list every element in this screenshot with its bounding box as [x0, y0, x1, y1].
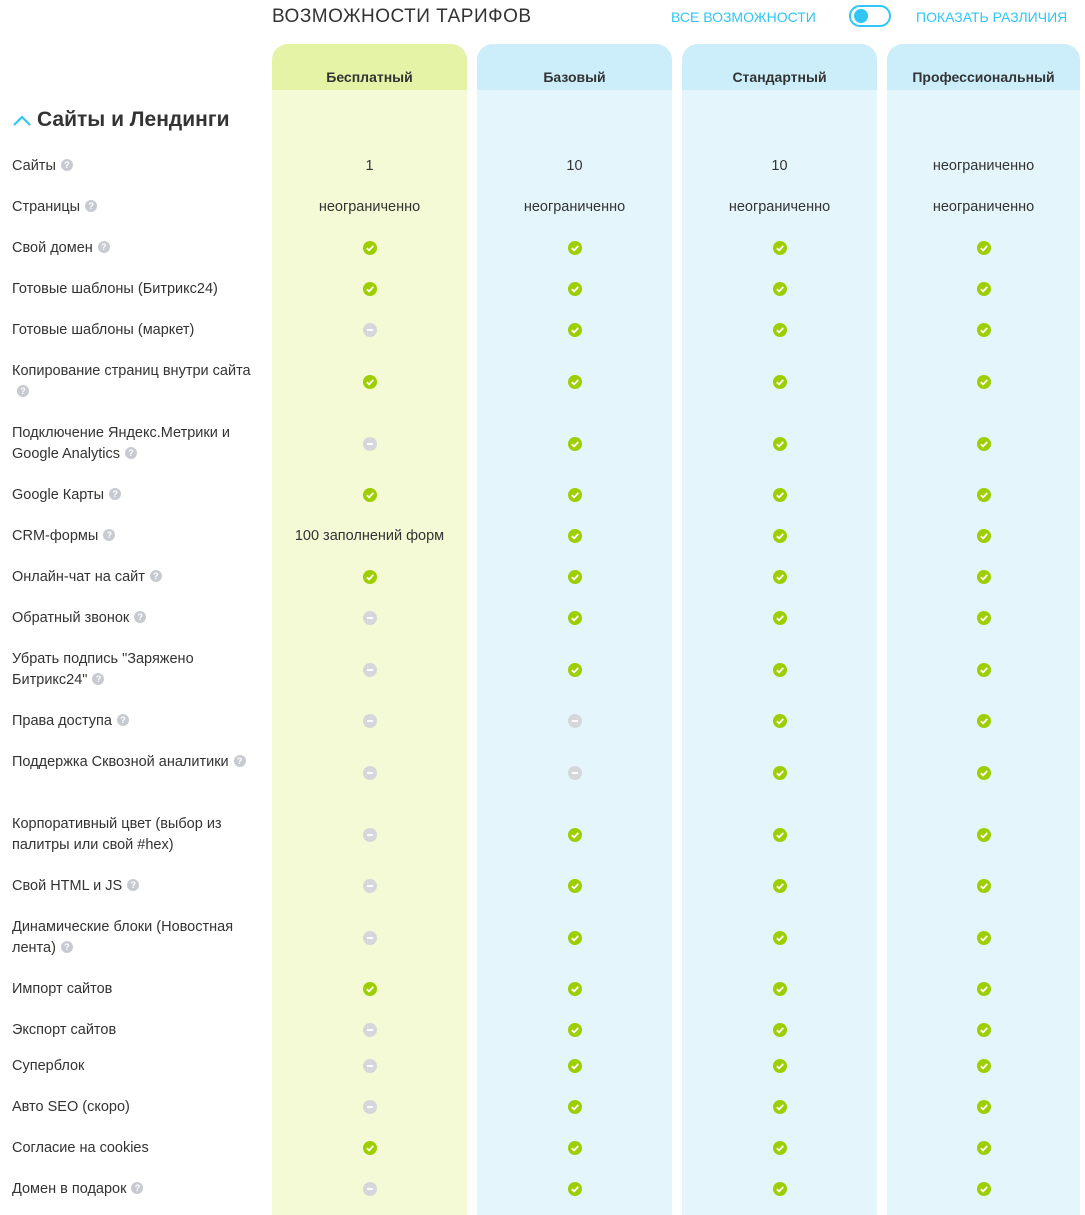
feature-label-text: Свой HTML и JS: [12, 878, 123, 894]
check-icon: [773, 375, 787, 389]
cell-free: [272, 526, 467, 546]
feature-label-text: Экспорт сайтов: [12, 1022, 117, 1038]
check-icon: [977, 879, 991, 893]
cell-standard: [682, 156, 877, 176]
cell-professional: [887, 752, 1080, 794]
feature-label: [12, 279, 257, 300]
feature-label-text: Подключение Яндекс.Метрики и Google Analytics: [12, 425, 230, 462]
cell-basic: [477, 567, 672, 587]
cell-professional: [887, 567, 1080, 587]
chevron-up-icon: [12, 113, 32, 127]
cell-free: [272, 485, 467, 505]
cell-basic: [477, 1179, 672, 1199]
check-icon: [568, 611, 582, 625]
feature-label: [12, 814, 257, 856]
check-icon: [568, 1100, 582, 1114]
cell-free: [272, 917, 467, 959]
check-icon: [568, 663, 582, 677]
cell-standard: [682, 876, 877, 896]
table-row: [0, 526, 1085, 546]
table-row: [0, 711, 1085, 731]
cell-standard: [682, 1097, 877, 1117]
feature-label-text: Свой домен: [12, 240, 93, 256]
check-icon: [977, 982, 991, 996]
table-row: [0, 608, 1085, 628]
feature-label: [12, 711, 257, 732]
check-icon: [568, 931, 582, 945]
check-icon: [977, 570, 991, 584]
cell-standard: [682, 197, 877, 217]
check-icon: [568, 1023, 582, 1037]
feature-label: [12, 1020, 257, 1041]
help-icon[interactable]: ?: [85, 200, 97, 212]
feature-label-text: Google Карты: [12, 487, 105, 503]
cell-basic: [477, 156, 672, 176]
cell-basic: [477, 1138, 672, 1158]
cell-standard: [682, 423, 877, 465]
feature-label: [12, 1056, 257, 1077]
cell-free: [272, 156, 467, 176]
not-included-icon: [363, 611, 377, 625]
not-included-icon: [363, 663, 377, 677]
feature-label: [12, 567, 257, 588]
cell-professional: [887, 608, 1080, 628]
tariff-header: [0, 0, 1085, 34]
cell-free: [272, 1138, 467, 1158]
check-icon: [773, 931, 787, 945]
cell-basic: [477, 238, 672, 258]
check-icon: [568, 1059, 582, 1073]
table-row: [0, 197, 1085, 217]
table-row: [0, 1020, 1085, 1040]
cell-standard: [682, 608, 877, 628]
check-icon: [977, 488, 991, 502]
feature-label-text: Сайты: [12, 158, 56, 174]
not-included-icon: [363, 766, 377, 780]
cell-standard: [682, 279, 877, 299]
filter-show-differences[interactable]: ПОКАЗАТЬ РАЗЛИЧИЯ: [916, 9, 1068, 25]
cell-professional: [887, 814, 1080, 856]
cell-free: [272, 608, 467, 628]
feature-label-text: Готовые шаблоны (маркет): [12, 322, 195, 338]
table-row: [0, 1097, 1085, 1117]
feature-label: [12, 752, 257, 773]
cell-standard: [682, 526, 877, 546]
cell-professional: [887, 197, 1080, 217]
cell-basic: [477, 876, 672, 896]
check-icon: [568, 570, 582, 584]
table-row: [0, 361, 1085, 403]
feature-label-text: Права доступа: [12, 713, 112, 729]
check-icon: [773, 488, 787, 502]
cell-professional: [887, 979, 1080, 999]
check-icon: [977, 282, 991, 296]
check-icon: [773, 437, 787, 451]
cell-standard: [682, 567, 877, 587]
cell-standard: [682, 1056, 877, 1076]
cell-professional: [887, 1097, 1080, 1117]
feature-label-text: Корпоративный цвет (выбор из палитры или свой #hex): [12, 816, 222, 853]
feature-label-text: Импорт сайтов: [12, 981, 113, 997]
help-icon[interactable]: ?: [109, 488, 121, 500]
plan-name-basic: Базовый: [477, 44, 672, 90]
check-icon: [568, 282, 582, 296]
cell-value: неограниченно: [523, 199, 626, 215]
check-icon: [977, 766, 991, 780]
cell-professional: [887, 423, 1080, 465]
section-title: Сайты и Лендинги: [37, 108, 230, 131]
check-icon: [977, 1023, 991, 1037]
cell-free: [272, 752, 467, 794]
table-row: [0, 485, 1085, 505]
help-icon[interactable]: ?: [134, 611, 146, 623]
check-icon: [977, 931, 991, 945]
check-icon: [568, 879, 582, 893]
cell-free: [272, 238, 467, 258]
cell-standard: [682, 1138, 877, 1158]
cell-basic: [477, 649, 672, 691]
check-icon: [568, 1182, 582, 1196]
help-icon[interactable]: ?: [61, 159, 73, 171]
feature-label: [12, 197, 257, 218]
not-included-icon: [363, 931, 377, 945]
plan-name-free: Бесплатный: [272, 44, 467, 90]
not-included-icon: [363, 879, 377, 893]
check-icon: [568, 529, 582, 543]
table-row: [0, 423, 1085, 465]
cell-basic: [477, 711, 672, 731]
cell-free: [272, 1056, 467, 1076]
cell-standard: [682, 752, 877, 794]
table-row: [0, 1138, 1085, 1158]
check-icon: [773, 663, 787, 677]
help-icon[interactable]: ?: [98, 241, 110, 253]
cell-free: [272, 279, 467, 299]
cell-free: [272, 197, 467, 217]
cell-basic: [477, 608, 672, 628]
section-toggle-sites[interactable]: [12, 108, 230, 132]
help-icon[interactable]: ?: [61, 941, 73, 953]
check-icon: [568, 375, 582, 389]
not-included-icon: [568, 766, 582, 780]
cell-basic: [477, 1056, 672, 1076]
cell-standard: [682, 649, 877, 691]
table-row: [0, 156, 1085, 176]
cell-professional: [887, 238, 1080, 258]
check-icon: [363, 241, 377, 255]
check-icon: [773, 1141, 787, 1155]
cell-standard: [682, 1179, 877, 1199]
table-row: [0, 649, 1085, 691]
cell-value: 10: [566, 158, 583, 174]
cell-basic: [477, 526, 672, 546]
not-included-icon: [363, 828, 377, 842]
check-icon: [773, 282, 787, 296]
check-icon: [773, 570, 787, 584]
plan-name-standard: Стандартный: [682, 44, 877, 90]
feature-label-text: Динамические блоки (Новостная лента): [12, 919, 234, 956]
not-included-icon: [568, 714, 582, 728]
cell-basic: [477, 979, 672, 999]
cell-free: [272, 567, 467, 587]
feature-label-text: Готовые шаблоны (Битрикс24): [12, 281, 218, 297]
check-icon: [773, 611, 787, 625]
cell-basic: [477, 485, 672, 505]
cell-standard: [682, 979, 877, 999]
plan-name-professional: Профессиональный: [887, 44, 1080, 90]
check-icon: [773, 323, 787, 337]
cell-professional: [887, 876, 1080, 896]
cell-professional: [887, 649, 1080, 691]
cell-professional: [887, 1138, 1080, 1158]
feature-label-text: Поддержка Сквозной аналитики: [12, 754, 229, 770]
feature-label: [12, 876, 257, 897]
feature-label: [12, 320, 257, 341]
check-icon: [773, 1100, 787, 1114]
cell-standard: [682, 814, 877, 856]
cell-basic: [477, 197, 672, 217]
cell-value: 10: [771, 158, 788, 174]
cell-professional: [887, 279, 1080, 299]
check-icon: [977, 1100, 991, 1114]
table-row: [0, 876, 1085, 896]
table-row: [0, 814, 1085, 856]
check-icon: [568, 828, 582, 842]
help-icon[interactable]: ?: [131, 1182, 143, 1194]
feature-label: [12, 649, 257, 691]
cell-value: неограниченно: [728, 199, 831, 215]
cell-free: [272, 423, 467, 465]
cell-basic: [477, 917, 672, 959]
feature-label-text: Суперблок: [12, 1058, 85, 1074]
cell-free: [272, 814, 467, 856]
check-icon: [773, 529, 787, 543]
check-icon: [568, 437, 582, 451]
cell-professional: [887, 711, 1080, 731]
help-icon[interactable]: ?: [127, 879, 139, 891]
cell-professional: [887, 917, 1080, 959]
feature-label: [12, 979, 257, 1000]
cell-basic: [477, 320, 672, 340]
check-icon: [977, 375, 991, 389]
toggle-knob: [854, 9, 868, 23]
not-included-icon: [363, 1059, 377, 1073]
check-icon: [363, 282, 377, 296]
table-row: [0, 320, 1085, 340]
check-icon: [977, 241, 991, 255]
check-icon: [363, 375, 377, 389]
cell-free: [272, 711, 467, 731]
feature-label: [12, 1179, 257, 1200]
cell-basic: [477, 814, 672, 856]
not-included-icon: [363, 714, 377, 728]
cell-value: неограниченно: [318, 199, 421, 215]
cell-standard: [682, 485, 877, 505]
cell-free: [272, 1179, 467, 1199]
cell-professional: [887, 1020, 1080, 1040]
check-icon: [363, 488, 377, 502]
check-icon: [773, 982, 787, 996]
cell-free: [272, 979, 467, 999]
check-icon: [977, 1141, 991, 1155]
feature-label-text: Обратный звонок: [12, 610, 130, 626]
feature-label-text: Домен в подарок: [12, 1181, 127, 1197]
table-row: [0, 1179, 1085, 1199]
check-icon: [773, 828, 787, 842]
check-icon: [568, 241, 582, 255]
check-icon: [977, 529, 991, 543]
feature-label: [12, 1138, 257, 1159]
feature-label: [12, 1097, 257, 1118]
cell-free: [272, 361, 467, 403]
feature-label: [12, 238, 257, 259]
check-icon: [977, 611, 991, 625]
page-title: ВОЗМОЖНОСТИ ТАРИФОВ: [272, 6, 532, 27]
help-icon[interactable]: ?: [234, 755, 246, 767]
cell-basic: [477, 423, 672, 465]
not-included-icon: [363, 323, 377, 337]
feature-label: [12, 156, 257, 177]
help-icon[interactable]: ?: [117, 714, 129, 726]
filter-all-features[interactable]: ВСЕ ВОЗМОЖНОСТИ: [671, 9, 816, 25]
cell-free: [272, 1020, 467, 1040]
check-icon: [977, 323, 991, 337]
not-included-icon: [363, 1100, 377, 1114]
not-included-icon: [363, 1023, 377, 1037]
check-icon: [977, 437, 991, 451]
check-icon: [568, 488, 582, 502]
help-icon[interactable]: ?: [92, 673, 104, 685]
cell-professional: [887, 526, 1080, 546]
feature-label: [12, 361, 257, 403]
cell-standard: [682, 711, 877, 731]
cell-free: [272, 649, 467, 691]
check-icon: [977, 663, 991, 677]
cell-standard: [682, 361, 877, 403]
check-icon: [773, 879, 787, 893]
check-icon: [363, 570, 377, 584]
feature-label-text: Страницы: [12, 199, 81, 215]
help-icon[interactable]: ?: [125, 447, 137, 459]
feature-label: [12, 485, 257, 506]
cell-professional: [887, 320, 1080, 340]
cell-standard: [682, 1020, 877, 1040]
feature-label: [12, 423, 257, 465]
table-row: [0, 238, 1085, 258]
cell-standard: [682, 917, 877, 959]
check-icon: [363, 1141, 377, 1155]
feature-label-text: Копирование страниц внутри сайта: [12, 363, 251, 379]
table-row: [0, 979, 1085, 999]
cell-value: 1: [365, 158, 374, 174]
check-icon: [363, 982, 377, 996]
cell-free: [272, 1097, 467, 1117]
check-icon: [773, 241, 787, 255]
check-icon: [568, 982, 582, 996]
cell-basic: [477, 752, 672, 794]
help-icon[interactable]: ?: [103, 529, 115, 541]
table-row: [0, 1056, 1085, 1076]
check-icon: [977, 714, 991, 728]
cell-basic: [477, 1097, 672, 1117]
feature-label: [12, 608, 257, 629]
table-row: [0, 752, 1085, 794]
check-icon: [773, 1059, 787, 1073]
check-icon: [977, 1059, 991, 1073]
feature-label-text: Онлайн-чат на сайт: [12, 569, 145, 585]
cell-basic: [477, 1020, 672, 1040]
feature-label-text: Убрать подпись "Заряжено Битрикс24": [12, 651, 194, 688]
check-icon: [773, 766, 787, 780]
cell-free: [272, 320, 467, 340]
table-row: [0, 279, 1085, 299]
help-icon[interactable]: ?: [17, 385, 29, 397]
feature-label-text: CRM-формы: [12, 528, 99, 544]
check-icon: [773, 1182, 787, 1196]
cell-professional: [887, 1179, 1080, 1199]
feature-label: [12, 917, 257, 959]
cell-value: неограниченно: [932, 158, 1035, 174]
table-row: [0, 917, 1085, 959]
differences-toggle[interactable]: [849, 5, 891, 27]
cell-basic: [477, 361, 672, 403]
check-icon: [773, 714, 787, 728]
cell-standard: [682, 320, 877, 340]
table-row: [0, 567, 1085, 587]
check-icon: [568, 1141, 582, 1155]
cell-professional: [887, 361, 1080, 403]
cell-value: 100 заполнений форм: [294, 528, 445, 544]
cell-professional: [887, 1056, 1080, 1076]
not-included-icon: [363, 437, 377, 451]
cell-professional: [887, 485, 1080, 505]
cell-standard: [682, 238, 877, 258]
check-icon: [977, 1182, 991, 1196]
cell-value: неограниченно: [932, 199, 1035, 215]
cell-basic: [477, 279, 672, 299]
check-icon: [773, 1023, 787, 1037]
check-icon: [977, 828, 991, 842]
check-icon: [568, 323, 582, 337]
not-included-icon: [363, 1182, 377, 1196]
cell-professional: [887, 156, 1080, 176]
help-icon[interactable]: ?: [150, 570, 162, 582]
feature-label-text: Согласие на cookies: [12, 1140, 149, 1156]
feature-label: [12, 526, 257, 547]
cell-free: [272, 876, 467, 896]
feature-label-text: Авто SEO (скоро): [12, 1099, 130, 1115]
